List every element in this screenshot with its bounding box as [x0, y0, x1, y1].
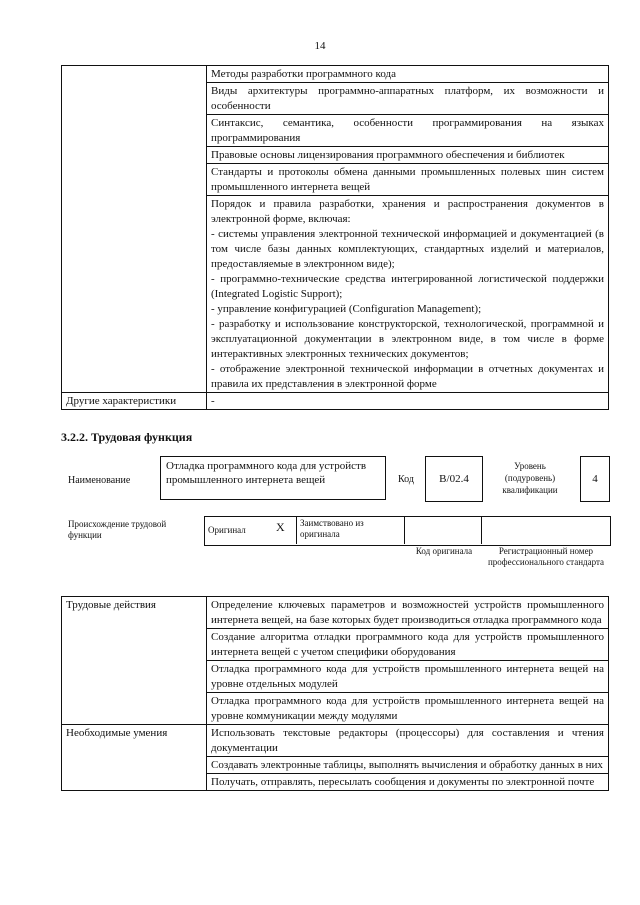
procedure-line: - разработку и использование конструкторской, технологической, программной и эксплуатационной документации в электронном виде, в том числе в форме интерактивных электронных технических документов; — [211, 318, 604, 360]
procedure-line: - отображение электронной технической информации в отчетных документах и правила их представления в электронной форме — [211, 363, 604, 390]
procedure-line: - программно-технические средства интегрированной логистической поддержки (Integrated Logistic Support); — [211, 273, 604, 300]
table-cell: Создавать электронные таблицы, выполнять вычисления и обработку данных в них — [207, 757, 609, 774]
table-row — [62, 661, 609, 693]
table-cell: Стандарты и протоколы обмена данными промышленных полевых шин систем промышленного интернета вещей — [207, 164, 609, 196]
empty-label-cell — [62, 66, 207, 393]
table-cell: Отладка программного кода для устройств промышленного интернета вещей на уровне отдельных модулей — [207, 661, 609, 693]
table-cell: Создание алгоритма отладки программного кода для устройств промышленного интернета вещей с учетом специфики оборудования — [207, 629, 609, 661]
table-cell: Отладка программного кода для устройств промышленного интернета вещей на уровне коммуникации между модулями — [207, 693, 609, 725]
procedure-line: - управление конфигурацией (Configuration Management); — [211, 303, 482, 315]
section-heading: 3.2.2. Трудовая функция — [61, 430, 193, 444]
table-row — [62, 629, 609, 661]
table-cell: Методы разработки программного кода — [207, 66, 609, 83]
table-cell: Виды архитектуры программно-аппаратных платформ, их возможности и особенности — [207, 83, 609, 115]
level-label: Уровень (подуровень) квалификации — [502, 461, 558, 495]
group-label: Необходимые умения — [62, 725, 207, 757]
table-row — [62, 725, 609, 757]
procedure-cell — [207, 196, 609, 393]
table-row — [62, 757, 609, 774]
function-name-box: Отладка программного кода для устройств промышленного интернета вещей — [160, 456, 386, 500]
other-characteristics-label: Другие характеристики — [62, 393, 207, 410]
table-row — [62, 774, 609, 791]
table-row — [62, 693, 609, 725]
table-cell: Синтаксис, семантика, особенности программирования на языках программирования — [207, 115, 609, 147]
table-row — [62, 393, 609, 410]
labor-function-table — [61, 596, 609, 791]
level-value-box: 4 — [580, 456, 610, 502]
table-cell: Определение ключевых параметров и возможностей устройств промышленного интернета вещей, на базе которых будет производиться отладка программного кода — [207, 597, 609, 629]
code-label: Код — [398, 474, 414, 485]
reg-number-caption: Регистрационный номер профессионального стандарта — [487, 546, 605, 567]
code-original-caption: Код оригинала — [415, 546, 473, 556]
divider — [481, 516, 482, 544]
borrowed-label: Заимствовано из оригинала — [300, 518, 364, 539]
origin-box — [204, 516, 611, 546]
procedure-line: Порядок и правила разработки, хранения и распространения документов в электронной форме, включая: — [211, 198, 604, 225]
original-label: Оригинал — [208, 525, 246, 535]
function-code-box: B/02.4 — [425, 456, 483, 502]
group-label: Трудовые действия — [62, 597, 207, 629]
table-cell: Использовать текстовые редакторы (процессоры) для составления и чтения документации — [207, 725, 609, 757]
name-label: Наименование — [68, 475, 131, 486]
table-row — [62, 66, 609, 83]
table-row — [62, 597, 609, 629]
page-number: 14 — [314, 40, 326, 52]
other-characteristics-value: - — [207, 393, 609, 410]
original-mark: X — [276, 520, 285, 534]
table-cell: Правовые основы лицензирования программного обеспечения и библиотек — [207, 147, 609, 164]
divider — [296, 516, 297, 544]
divider — [404, 516, 405, 544]
table-cell: Получать, отправлять, пересылать сообщения и документы по электронной почте — [207, 774, 609, 791]
procedure-line: - системы управления электронной технической информацией и документацией (в том числе базы данных комплектующих, стандартных изделий и материалов, предоставляемые в электронном виде); — [211, 228, 604, 270]
knowledge-table — [61, 65, 609, 410]
origin-label: Происхождение трудовой функции — [68, 519, 167, 540]
